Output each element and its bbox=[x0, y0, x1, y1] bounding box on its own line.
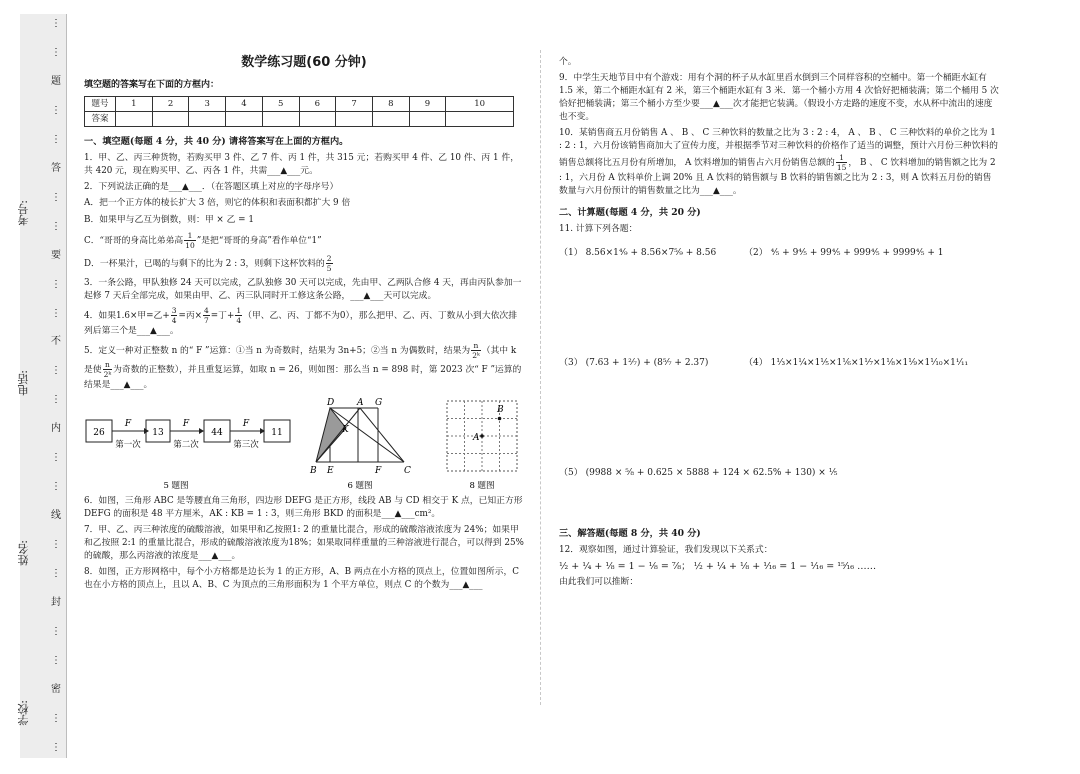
inference-line: 由此我们可以推断： bbox=[559, 577, 639, 587]
question-number: 9 bbox=[409, 97, 446, 112]
numerator: 1 bbox=[236, 306, 242, 315]
fraction bbox=[184, 231, 196, 250]
seal-char: 密 bbox=[51, 683, 61, 695]
observation-formula: ½ + ¼ + ⅛ = 1 − ⅛ = ⅞； ½ + ¼ + ⅛ + ¹⁄₁₆ = 1 − ¹⁄₁₆ = ¹⁵⁄₁₆ …… bbox=[559, 561, 877, 572]
figures-svg bbox=[84, 398, 524, 493]
fraction bbox=[203, 306, 210, 325]
question-number: 6 bbox=[299, 97, 336, 112]
seal-char: 题 bbox=[51, 75, 61, 87]
question-8-tail: 个。 bbox=[559, 57, 577, 67]
left-column bbox=[84, 50, 524, 595]
question-9: 9．中学生天地节目中有个游戏：用有个洞的杯子从水缸里舀水倒到三个同样容积的空桶中。第一个桶距水缸有 1.5 米，第二个桶距水缸有 2 米，第三个桶距水缸有 3 米．第一个桶小方用 4 次恰好把桶装满；第二个桶用 5 次恰好把桶装满；第三个桶小方至少要___▲___次才能把它装满。（假设小方走路的速度不变，水从杯中流出的速度也不变。 bbox=[559, 73, 999, 122]
fig5-flow bbox=[86, 419, 290, 491]
answer-cell[interactable] bbox=[226, 112, 263, 127]
point-label: F bbox=[375, 466, 382, 476]
q4-mid1: =丙× bbox=[178, 311, 203, 321]
denominator: 7 bbox=[204, 316, 209, 325]
seal-char: 要 bbox=[51, 249, 61, 261]
question-number: 5 bbox=[262, 97, 299, 112]
q5-line1: 5．定义一种对正整数 n 的“ F ”运算：①当 n 为奇数时，结果为 3n+5；②当 n 为偶数时，结果为 bbox=[84, 346, 471, 356]
phone-label: 电话: bbox=[17, 370, 30, 396]
seal-char: 封 bbox=[51, 597, 61, 609]
seal-char: 线 bbox=[51, 510, 61, 522]
question-number: 10 bbox=[446, 97, 514, 112]
fraction bbox=[103, 360, 113, 379]
answer-table-row bbox=[85, 97, 514, 112]
denominator: 4 bbox=[236, 316, 242, 325]
calc-1: （1） 8.56×1⁴⁄₉ + 8.56×7⁵⁄₉ + 8.56 bbox=[559, 248, 717, 258]
fig5-caption: 5 题图 bbox=[163, 481, 189, 491]
fraction bbox=[235, 306, 242, 325]
flow-box-value: 11 bbox=[271, 428, 283, 438]
question-2: 2．下列说法正确的是___▲___．（在答题区填上对应的字母序号） bbox=[84, 182, 339, 192]
point-label: G bbox=[375, 398, 383, 408]
numerator: n bbox=[103, 360, 113, 370]
seal-char: 答 bbox=[51, 162, 61, 174]
question-5 bbox=[84, 341, 524, 392]
option-d-pre: D．一杯果汁，已喝的与剩下的比为 2 : 3，则剩下这杯饮料的 bbox=[84, 259, 325, 269]
page-title: 数学练习题(60 分钟) bbox=[241, 55, 367, 70]
question-3: 3．一条公路，甲队独修 24 天可以完成，乙队独修 30 天可以完成，先由甲、乙两队合修 4 天，再由丙队参加一起修 7 天后全部完成，如果由甲、乙、丙三队同时开工修这条公路，___▲___天可以完成。 bbox=[84, 278, 522, 301]
numerator: 2 bbox=[326, 254, 332, 263]
answer-cell[interactable] bbox=[189, 112, 226, 127]
point-label: B bbox=[497, 405, 504, 415]
q5-line2-pre: 是使 bbox=[84, 365, 102, 375]
q5-line1b: （其中 k bbox=[481, 346, 517, 356]
q10-b: ， B 、 C 饮料增加的销售额之比为 2 : 1，六月份 A 饮料单价上调 20% 且 A 饮料的销售额与 B 饮料的销售额之比为 2 : 3，则 A 饮料五月份的销售数量与六月份预计的销售数量之比为___▲___。 bbox=[559, 158, 996, 196]
section3-heading: 三、解答题(每题 8 分，共 40 分) bbox=[559, 528, 701, 539]
option-d bbox=[84, 254, 524, 273]
fraction bbox=[171, 306, 178, 325]
question-8: 8．如图，正方形网格中，每个小方格都是边长为 1 的正方形，A、B 两点在小方格的顶点上，位置如图所示，C 也在小方格的顶点上，且以 A、B、C 为顶点的三角形面积为 1 个平方单位，则点 C 的个数为___▲___ bbox=[84, 567, 519, 590]
question-number: 8 bbox=[372, 97, 409, 112]
option-c-pre: C．“哥哥的身高比弟弟高 bbox=[84, 236, 184, 246]
denominator: 2ᵏ bbox=[103, 370, 112, 379]
answer-cell[interactable] bbox=[372, 112, 409, 127]
calc-2: （2） ⁴⁄₅ + 9⁴⁄₅ + 99⁴⁄₅ + 999⁴⁄₅ + 9999⁴⁄₅ + 1 bbox=[744, 248, 944, 258]
answer-table-row bbox=[85, 112, 514, 127]
name-field bbox=[16, 540, 32, 566]
calc-5: （5） (9988 × ⁵⁄₈ + 0.625 × 5888 + 124 × 62.5% + 130) × ⅕ bbox=[559, 468, 838, 478]
step-label: 第三次 bbox=[233, 440, 259, 450]
option-a: A．把一个正方体的棱长扩大 3 倍，则它的体积和表面积都扩大 9 倍 bbox=[84, 198, 351, 208]
point-label: K bbox=[342, 425, 349, 435]
calc-area bbox=[559, 239, 999, 519]
q5-line3: 结果是___▲___。 bbox=[84, 380, 153, 390]
point-label: C bbox=[404, 466, 411, 476]
seal-char: 内 bbox=[51, 423, 61, 435]
fraction bbox=[836, 153, 848, 172]
numerator: 1 bbox=[184, 231, 196, 241]
arrow-label: F bbox=[182, 419, 190, 429]
fig8-caption: 8 题图 bbox=[469, 481, 495, 491]
fraction bbox=[326, 254, 333, 273]
answer-cell[interactable] bbox=[116, 112, 153, 127]
question-number: 2 bbox=[152, 97, 189, 112]
point-label: E bbox=[327, 466, 334, 476]
question-number: 4 bbox=[226, 97, 263, 112]
school-field bbox=[16, 700, 32, 726]
denominator: 4 bbox=[171, 316, 177, 325]
option-b: B．如果甲与乙互为倒数，则：甲 × 乙 = 1 bbox=[84, 215, 254, 225]
answer-note: 填空题的答案写在下面的方框内： bbox=[84, 80, 220, 90]
arrow-head bbox=[199, 428, 204, 434]
question-number: 1 bbox=[116, 97, 153, 112]
numerator: n bbox=[471, 341, 481, 351]
row-label: 题号 bbox=[85, 97, 116, 112]
fig6-caption: 6 题图 bbox=[347, 481, 373, 491]
section2-heading: 二、计算题(每题 4 分，共 20 分) bbox=[559, 207, 701, 218]
id-field bbox=[16, 200, 32, 226]
q10-a: 10．某销售商五月份销售 A 、 B 、 C 三种饮料的数量之比为 3 : 2 : 4， A 、 B 、 C 三种饮料的单价之比为 1 : 2 : 1，六月份该销售商加大了宣传力度，并根据季节对三种饮料的价格作了适当的调整，预计六月份三种饮料的销售总额将比五月份有所增加， A 饮料增加的销售占六月份销售总额的 bbox=[559, 128, 998, 168]
answer-cell[interactable] bbox=[262, 112, 299, 127]
question-7: 7．甲、乙、丙三种浓度的硫酸溶液，如果甲和乙按照1: 2 的重量比混合，形成的硫酸溶液浓度为 24%；如果甲和乙按照 2:1 的重量比混合，形成的硫酸溶液浓度为18%；如果取同样重量的三种溶液进行混合，可以得到 25%的硫酸，那么丙溶液的浓度是___▲___。 bbox=[84, 525, 524, 561]
step-label: 第一次 bbox=[115, 440, 141, 450]
name-label: 姓名: bbox=[17, 540, 30, 566]
answer-table bbox=[84, 96, 514, 127]
calc-4: （4） 1⅓×1¼×1⅕×1⅙×1⅐×1⅛×1⅑×1⅒×1¹⁄₁₁ bbox=[744, 358, 969, 368]
numerator: 4 bbox=[204, 306, 209, 315]
answer-cell[interactable] bbox=[336, 112, 373, 127]
arrow-label: F bbox=[242, 419, 250, 429]
point-label: A bbox=[357, 398, 364, 408]
right-column bbox=[559, 50, 999, 592]
column-divider bbox=[540, 50, 541, 705]
question-number: 7 bbox=[336, 97, 373, 112]
question-12: 12．观察如图，通过计算验证，我们发现以下关系式： bbox=[559, 545, 773, 555]
point-a bbox=[480, 434, 484, 438]
question-6: 6．如图，三角形 ABC 是等腰直角三角形，四边形 DEFG 是正方形，线段 AB 与 CD 相交于 K 点，已知正方形 DEFG 的面积是 48 平方厘米，AK : KB = 1 : 3，则三角形 BKD 的面积是___▲___cm²。 bbox=[84, 496, 523, 519]
q4-mid2: =丁+ bbox=[210, 311, 235, 321]
q5-line2: 为奇数的正整数），并且重复运算，如取 n = 26，则如图：那么当 n = 898 时，第 2023 次“ F ”运算的 bbox=[113, 365, 522, 375]
question-10 bbox=[559, 127, 999, 198]
answer-cell[interactable] bbox=[409, 112, 446, 127]
phone-field bbox=[16, 370, 32, 396]
section1-heading: 一、填空题(每题 4 分，共 40 分) 请将答案写在上面的方框内。 bbox=[84, 136, 349, 147]
point-label: D bbox=[327, 398, 335, 408]
id-label: 考号: bbox=[17, 200, 30, 226]
question-1: 1．甲、乙、丙三种货物，若购买甲 3 件、乙 7 件、丙 1 件，共 315 元；若购买甲 4 件、乙 10 件、丙 1 件，共 420 元，现在购买甲、乙、丙各 1 件，共需___▲___元。 bbox=[84, 153, 519, 176]
denominator: 10 bbox=[185, 241, 195, 250]
numerator: 3 bbox=[171, 306, 177, 315]
seal-line: ⋮ ⋮ 题 ⋮ ⋮ 答 ⋮ ⋮ 要 ⋮ ⋮ 不 ⋮ ⋮ 内 ⋮ ⋮ 线 ⋮ ⋮ 封 ⋮ ⋮ 密 ⋮ ⋮ bbox=[51, 18, 61, 753]
q4-post: （甲、乙、丙、丁都不为0），那么把甲、乙、丙、丁数从小到大依次排列后第三个是___▲___。 bbox=[84, 311, 518, 336]
q4-pre: 4．如果1.6×甲=乙+ bbox=[84, 311, 170, 321]
point-b bbox=[498, 417, 502, 421]
question-number: 3 bbox=[189, 97, 226, 112]
option-c bbox=[84, 231, 524, 250]
arrow-label: F bbox=[124, 419, 132, 429]
fraction bbox=[471, 341, 481, 360]
point-label: A bbox=[473, 433, 480, 443]
point-label: B bbox=[310, 466, 317, 476]
fig8-grid bbox=[447, 401, 517, 491]
section2-intro: 11. 计算下列各题： bbox=[559, 224, 638, 234]
denominator: 2ᵏ bbox=[472, 351, 480, 360]
option-c-post: ”是把“哥哥的身高”看作单位“1” bbox=[196, 236, 322, 246]
school-label: 学校: bbox=[17, 700, 30, 726]
answer-cell[interactable] bbox=[152, 112, 189, 127]
denominator: 5 bbox=[326, 264, 332, 273]
figure-row bbox=[84, 398, 524, 493]
answer-cell[interactable] bbox=[299, 112, 336, 127]
question-4 bbox=[84, 306, 524, 338]
step-label: 第二次 bbox=[173, 440, 199, 450]
fig6-geometry bbox=[309, 398, 411, 491]
denominator: 15 bbox=[836, 163, 847, 172]
seal-char: 不 bbox=[51, 336, 61, 348]
flow-box-value: 26 bbox=[93, 428, 105, 438]
numerator: 1 bbox=[836, 153, 848, 163]
flow-box-value: 13 bbox=[152, 428, 164, 438]
answer-cell[interactable] bbox=[446, 112, 514, 127]
calc-3: （3） (7.63 + 1²⁄₇) + (8⁵⁄₇ + 2.37) bbox=[559, 358, 709, 368]
row-label: 答案 bbox=[85, 112, 116, 127]
flow-box-value: 44 bbox=[211, 428, 223, 438]
